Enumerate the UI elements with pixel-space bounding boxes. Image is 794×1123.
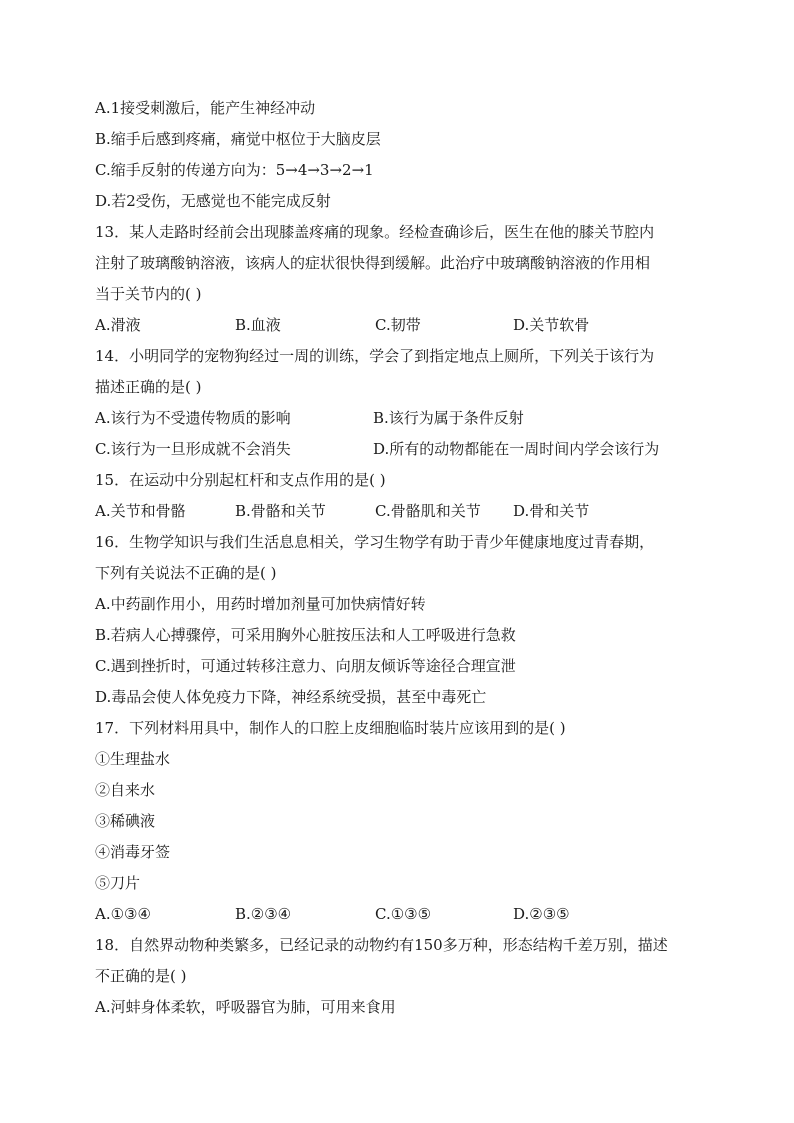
text-line: C.遇到挫折时，可通过转移注意力、向朋友倾诉等途径合理宣泄 xyxy=(95,657,516,675)
option-choice: B.该行为属于条件反射 xyxy=(373,409,524,427)
text-line: A.中药副作用小，用药时增加剂量可加快病情好转 xyxy=(95,595,426,613)
options-row xyxy=(95,403,705,434)
option-choice: D.所有的动物都能在一周时间内学会该行为 xyxy=(373,440,660,458)
option-choice: D.②③⑤ xyxy=(513,905,570,923)
text-line: 注射了玻璃酸钠溶液，该病人的症状很快得到缓解。此治疗中玻璃酸钠溶液的作用相 xyxy=(95,254,651,272)
option-choice: C.①③⑤ xyxy=(375,905,432,923)
text-line: C.缩手反射的传递方向为：5→4→3→2→1 xyxy=(95,161,374,179)
text-line: 17．下列材料用具中，制作人的口腔上皮细胞临时装片应该用到的是( ) xyxy=(95,719,566,737)
option-choice: B.②③④ xyxy=(235,905,292,923)
text-line: ①生理盐水 xyxy=(95,750,171,768)
question-text-block xyxy=(95,93,705,1023)
options-row xyxy=(95,434,705,465)
text-line: 下列有关说法不正确的是( ) xyxy=(95,564,277,582)
text-line: D.毒品会使人体免疫力下降，神经系统受损，甚至中毒死亡 xyxy=(95,688,487,706)
text-line: 18．自然界动物种类繁多，已经记录的动物约有150多万种，形态结构千差万别，描述 xyxy=(95,936,668,954)
text-line: 当于关节内的( ) xyxy=(95,285,202,303)
option-choice: A.①③④ xyxy=(95,905,151,923)
option-choice: A.滑液 xyxy=(95,316,141,334)
option-choice: A.该行为不受遗传物质的影响 xyxy=(95,409,291,427)
text-line: A.1接受刺激后，能产生神经冲动 xyxy=(95,99,316,117)
text-line: 描述正确的是( ) xyxy=(95,378,202,396)
text-line: B.缩手后感到疼痛，痛觉中枢位于大脑皮层 xyxy=(95,130,381,148)
text-line: ②自来水 xyxy=(95,781,156,799)
text-line: 15．在运动中分别起杠杆和支点作用的是( ) xyxy=(95,471,386,489)
text-line: 16．生物学知识与我们生活息息相关，学习生物学有助于青少年健康地度过青春期， xyxy=(95,533,655,551)
options-row xyxy=(95,496,705,527)
option-choice: C.韧带 xyxy=(375,316,421,334)
option-choice: D.关节软骨 xyxy=(513,316,590,334)
options-row xyxy=(95,310,705,341)
text-line: ④消毒牙签 xyxy=(95,843,171,861)
text-line: ⑤刀片 xyxy=(95,874,141,892)
text-line: B.若病人心搏骤停，可采用胸外心脏按压法和人工呼吸进行急救 xyxy=(95,626,516,644)
text-line: D.若2受伤，无感觉也不能完成反射 xyxy=(95,192,331,210)
text-line: 14．小明同学的宠物狗经过一周的训练，学会了到指定地点上厕所，下列关于该行为 xyxy=(95,347,655,365)
option-choice: C.该行为一旦形成就不会消失 xyxy=(95,440,291,458)
text-line: A.河蚌身体柔软，呼吸器官为肺，可用来食用 xyxy=(95,998,396,1016)
text-line: 不正确的是( ) xyxy=(95,967,187,985)
option-choice: D.骨和关节 xyxy=(513,502,590,520)
text-line: ③稀碘液 xyxy=(95,812,156,830)
option-choice: C.骨骼肌和关节 xyxy=(375,502,481,520)
options-row xyxy=(95,899,705,930)
option-choice: B.骨骼和关节 xyxy=(235,502,326,520)
text-line: 13．某人走路时经前会出现膝盖疼痛的现象。经检查确诊后，医生在他的膝关节腔内 xyxy=(95,223,655,241)
option-choice: B.血液 xyxy=(235,316,281,334)
option-choice: A.关节和骨骼 xyxy=(95,502,186,520)
